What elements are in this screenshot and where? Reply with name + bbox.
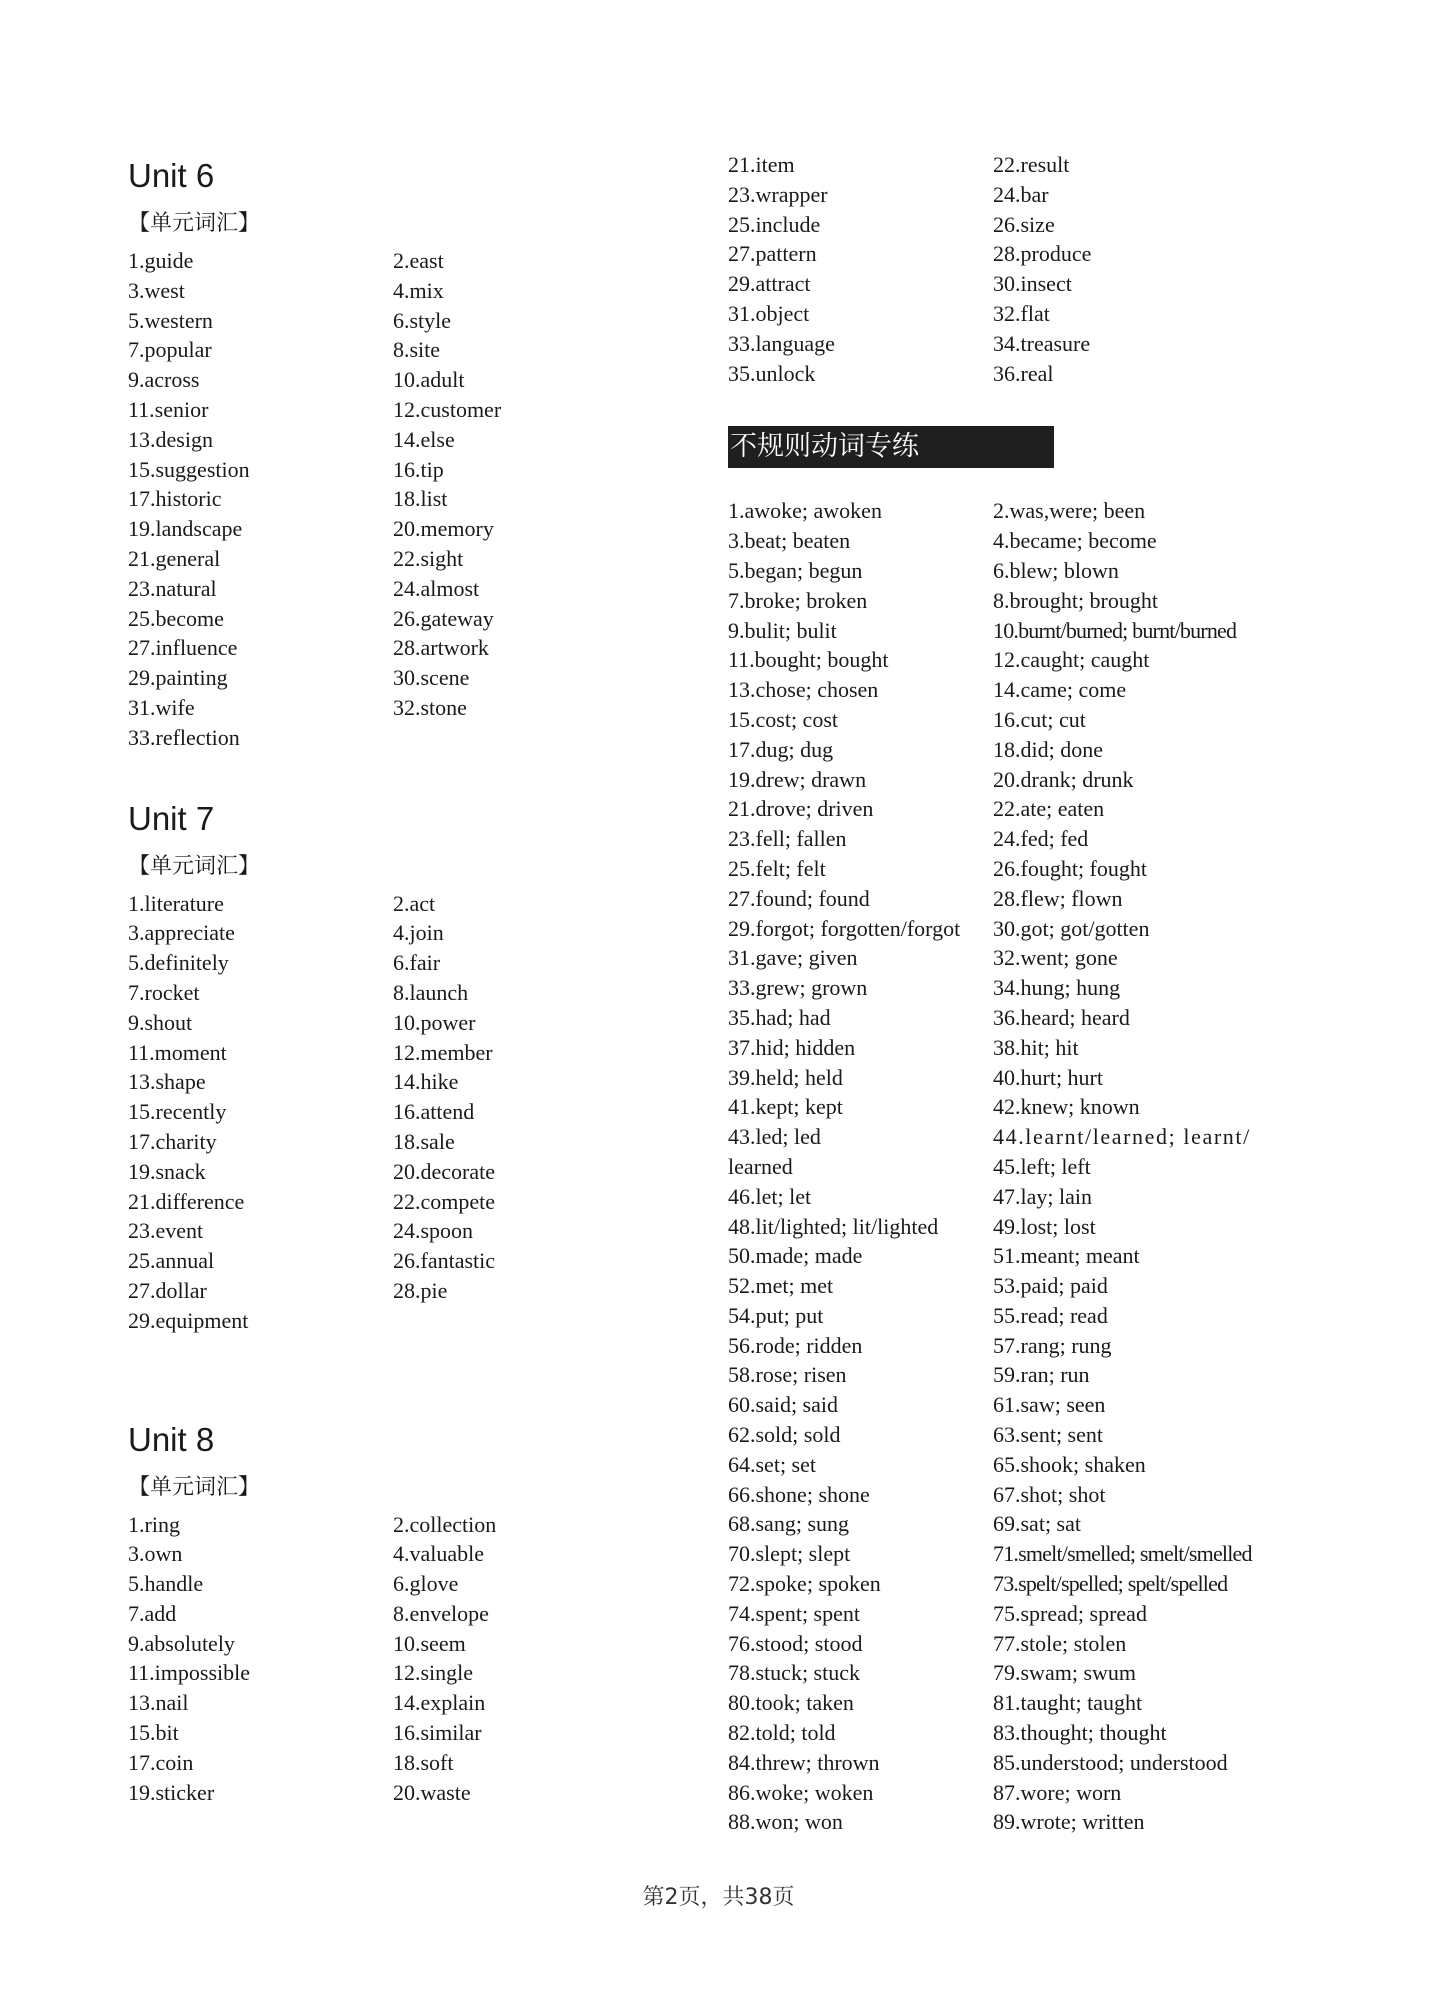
unit7-vocab-header: 【单元词汇】 xyxy=(128,853,261,879)
list-item: 11.senior xyxy=(128,396,209,422)
list-item: 36.real xyxy=(993,360,1054,386)
list-item: 22.ate; eaten xyxy=(993,796,1105,822)
list-item: 8.site xyxy=(393,337,441,363)
list-item: 31.object xyxy=(728,300,810,326)
list-item: 4.mix xyxy=(393,277,444,303)
list-item: 26.gateway xyxy=(393,605,494,631)
list-item: 14.came; come xyxy=(993,677,1127,703)
list-item: 13.nail xyxy=(128,1690,189,1716)
list-item: 2.collection xyxy=(393,1511,497,1537)
list-item: 33.grew; grown xyxy=(728,975,868,1001)
list-item: 43.led; led xyxy=(728,1124,821,1150)
list-item: 23.event xyxy=(128,1218,204,1244)
list-item: 24.fed; fed xyxy=(993,826,1089,852)
list-item: 42.knew; known xyxy=(993,1094,1140,1120)
list-item: 78.stuck; stuck xyxy=(728,1660,860,1686)
list-item: 55.read; read xyxy=(993,1302,1108,1328)
list-item: 47.lay; lain xyxy=(993,1183,1092,1209)
unit8-vocab-header: 【单元词汇】 xyxy=(128,1474,261,1500)
list-item: 39.held; held xyxy=(728,1064,843,1090)
list-item: 26.fantastic xyxy=(393,1248,496,1274)
irregular-verbs-title: 不规则动词专练 xyxy=(728,426,1054,468)
list-item: 15.suggestion xyxy=(128,456,250,482)
list-item: 25.annual xyxy=(128,1248,215,1274)
list-item: 30.scene xyxy=(393,665,470,691)
list-item: 25.become xyxy=(128,605,224,631)
list-item: 7.rocket xyxy=(128,979,200,1005)
list-item: 22.compete xyxy=(393,1188,496,1214)
list-item: 20.waste xyxy=(393,1779,471,1805)
list-item: 24.bar xyxy=(993,181,1049,207)
list-item: 4.join xyxy=(393,920,444,946)
list-item: 36.heard; heard xyxy=(993,1004,1130,1030)
list-item: 79.swam; swum xyxy=(993,1660,1136,1686)
unit6-vocab-header: 【单元词汇】 xyxy=(128,211,261,236)
list-item: 54.put; put xyxy=(728,1302,824,1328)
list-item: 66.shone; shone xyxy=(728,1481,870,1507)
list-item: 75.spread; spread xyxy=(993,1600,1147,1626)
list-item: 87.wore; worn xyxy=(993,1779,1122,1805)
list-item: 86.woke; woken xyxy=(728,1779,874,1805)
list-item: 48.lit/lighted; lit/lighted xyxy=(728,1213,939,1239)
list-item: 53.paid; paid xyxy=(993,1273,1108,1299)
list-item: 46.let; let xyxy=(728,1183,812,1209)
list-item: 83.thought; thought xyxy=(993,1720,1167,1746)
list-item: 50.made; made xyxy=(728,1243,863,1269)
list-item: 27.found; found xyxy=(728,885,870,911)
list-item: 3.own xyxy=(128,1541,183,1567)
list-item: 52.met; met xyxy=(728,1273,834,1299)
list-item: 58.rose; risen xyxy=(728,1362,847,1388)
list-item: 2.act xyxy=(393,890,436,916)
list-item: 10.power xyxy=(393,1009,476,1035)
list-item: 6.glove xyxy=(393,1571,459,1597)
list-item: 16.attend xyxy=(393,1099,475,1125)
list-item: 9.across xyxy=(128,367,200,393)
list-item: 49.lost; lost xyxy=(993,1213,1096,1239)
list-item: 32.flat xyxy=(993,300,1050,326)
list-item: 10.seem xyxy=(393,1630,466,1656)
list-item: 4.valuable xyxy=(393,1541,485,1567)
list-item: 25.include xyxy=(728,211,821,237)
list-item: 32.stone xyxy=(393,694,467,720)
list-item: 56.rode; ridden xyxy=(728,1332,863,1358)
list-item: 88.won; won xyxy=(728,1809,843,1835)
list-item: 61.saw; seen xyxy=(993,1392,1106,1418)
list-item: 60.said; said xyxy=(728,1392,838,1418)
list-item: 10.adult xyxy=(393,367,465,393)
list-item: 9.shout xyxy=(128,1009,193,1035)
list-item: 30.insect xyxy=(993,271,1072,297)
list-item: 22.sight xyxy=(393,545,464,571)
list-item: 76.stood; stood xyxy=(728,1630,863,1656)
list-item: 13.design xyxy=(128,426,213,452)
list-item: 17.dug; dug xyxy=(728,736,834,762)
list-item: 29.equipment xyxy=(128,1307,249,1333)
list-item: 70.slept; slept xyxy=(728,1541,851,1567)
list-item: 51.meant; meant xyxy=(993,1243,1140,1269)
list-item: 26.size xyxy=(993,211,1055,237)
list-item: 9.absolutely xyxy=(128,1630,235,1656)
list-item: 28.artwork xyxy=(393,635,489,661)
list-item: 67.shot; shot xyxy=(993,1481,1106,1507)
list-item: 12.single xyxy=(393,1660,474,1686)
list-item: 11.impossible xyxy=(128,1660,251,1686)
list-item: 84.threw; thrown xyxy=(728,1749,880,1775)
list-item: 16.tip xyxy=(393,456,444,482)
list-item: 27.pattern xyxy=(728,241,817,267)
list-item: 8.brought; brought xyxy=(993,587,1158,613)
unit7-title: Unit 7 xyxy=(128,799,215,837)
list-item: 37.hid; hidden xyxy=(728,1034,856,1060)
list-item: 8.envelope xyxy=(393,1600,489,1626)
list-item: 27.influence xyxy=(128,635,238,661)
list-item: 35.unlock xyxy=(728,360,816,386)
list-item: learned xyxy=(728,1153,793,1179)
list-item: 8.launch xyxy=(393,979,469,1005)
list-item: 82.told; told xyxy=(728,1720,836,1746)
list-item: 59.ran; run xyxy=(993,1362,1090,1388)
list-item: 1.literature xyxy=(128,890,224,916)
list-item: 5.handle xyxy=(128,1571,204,1597)
list-item: 25.felt; felt xyxy=(728,855,826,881)
list-item: 81.taught; taught xyxy=(993,1690,1143,1716)
list-item: 7.popular xyxy=(128,337,212,363)
list-item: 21.difference xyxy=(128,1188,245,1214)
list-item: 32.went; gone xyxy=(993,945,1118,971)
right-column xyxy=(728,150,1348,1837)
list-item: 16.similar xyxy=(393,1720,482,1746)
list-item: 13.chose; chosen xyxy=(728,677,879,703)
list-item: 38.hit; hit xyxy=(993,1034,1079,1060)
list-item: 69.sat; sat xyxy=(993,1511,1081,1537)
list-item: 18.did; done xyxy=(993,736,1103,762)
list-item: 34.treasure xyxy=(993,330,1091,356)
list-item: 5.began; begun xyxy=(728,557,863,583)
unit8-word-list-continued xyxy=(728,150,1348,388)
irregular-verbs-list xyxy=(728,496,1348,1837)
list-item: 2.was,were; been xyxy=(993,498,1146,524)
list-item: 15.cost; cost xyxy=(728,706,838,732)
list-item: 89.wrote; written xyxy=(993,1809,1145,1835)
list-item: 6.fair xyxy=(393,950,441,976)
unit8-word-list xyxy=(128,1510,728,1808)
list-item: 14.hike xyxy=(393,1069,459,1095)
list-item: 30.got; got/gotten xyxy=(993,915,1150,941)
unit6-word-list xyxy=(128,246,728,753)
list-item: 19.snack xyxy=(128,1158,206,1184)
list-item: 12.customer xyxy=(393,396,502,422)
list-item: 12.member xyxy=(393,1039,493,1065)
list-item: 33.language xyxy=(728,330,835,356)
page-number: 第2页，共38页 xyxy=(642,1885,795,1910)
list-item: 26.fought; fought xyxy=(993,855,1147,881)
list-item: 45.left; left xyxy=(993,1153,1091,1179)
list-item: 17.historic xyxy=(128,486,222,512)
list-item: 29.painting xyxy=(128,665,228,691)
list-item: 9.bulit; bulit xyxy=(728,617,837,643)
list-item: 22.result xyxy=(993,152,1070,177)
list-item: 17.charity xyxy=(128,1128,217,1154)
list-item: 10.burnt/burned; burnt/burned xyxy=(993,617,1237,643)
list-item: 12.caught; caught xyxy=(993,647,1150,673)
list-item: 63.sent; sent xyxy=(993,1422,1103,1448)
list-item: 77.stole; stolen xyxy=(993,1630,1127,1656)
list-item: 21.item xyxy=(728,152,795,177)
list-item: 20.drank; drunk xyxy=(993,766,1134,792)
list-item: 34.hung; hung xyxy=(993,975,1121,1001)
list-item: 4.became; become xyxy=(993,528,1157,554)
list-item: 1.guide xyxy=(128,248,194,273)
list-item: 7.add xyxy=(128,1600,177,1626)
unit7-word-list xyxy=(128,889,728,1336)
list-item: 2.east xyxy=(393,248,444,273)
list-item: 27.dollar xyxy=(128,1277,207,1303)
list-item: 28.flew; flown xyxy=(993,885,1123,911)
list-item: 68.sang; sung xyxy=(728,1511,849,1537)
list-item: 44.learnt/learned; learnt/ xyxy=(993,1124,1251,1150)
list-item: 24.almost xyxy=(393,575,480,601)
list-item: 23.fell; fallen xyxy=(728,826,847,852)
list-item: 21.drove; driven xyxy=(728,796,874,822)
list-item: 3.appreciate xyxy=(128,920,235,946)
list-item: 62.sold; sold xyxy=(728,1422,841,1448)
list-item: 57.rang; rung xyxy=(993,1332,1112,1358)
list-item: 23.wrapper xyxy=(728,181,828,207)
list-item: 11.moment xyxy=(128,1039,227,1065)
list-item: 24.spoon xyxy=(393,1218,474,1244)
list-item: 20.decorate xyxy=(393,1158,495,1184)
list-item: 3.beat; beaten xyxy=(728,528,851,554)
list-item: 18.soft xyxy=(393,1749,454,1775)
list-item: 15.bit xyxy=(128,1720,179,1746)
list-item: 23.natural xyxy=(128,575,217,601)
list-item: 40.hurt; hurt xyxy=(993,1064,1103,1090)
list-item: 11.bought; bought xyxy=(728,647,889,673)
list-item: 21.general xyxy=(128,545,221,571)
list-item: 14.else xyxy=(393,426,455,452)
list-item: 73.spelt/spelled; spelt/spelled xyxy=(993,1571,1228,1597)
list-item: 28.produce xyxy=(993,241,1092,267)
list-item: 14.explain xyxy=(393,1690,486,1716)
list-item: 18.list xyxy=(393,486,448,512)
list-item: 5.western xyxy=(128,307,213,333)
list-item: 20.memory xyxy=(393,516,494,542)
list-item: 1.awoke; awoken xyxy=(728,498,882,524)
list-item: 33.reflection xyxy=(128,724,240,750)
list-item: 31.gave; given xyxy=(728,945,858,971)
list-item: 65.shook; shaken xyxy=(993,1451,1146,1477)
list-item: 71.smelt/smelled; smelt/smelled xyxy=(993,1541,1252,1567)
list-item: 41.kept; kept xyxy=(728,1094,843,1120)
list-item: 6.blew; blown xyxy=(993,557,1119,583)
list-item: 18.sale xyxy=(393,1128,455,1154)
list-item: 6.style xyxy=(393,307,452,333)
list-item: 31.wife xyxy=(128,694,195,720)
list-item: 7.broke; broken xyxy=(728,587,868,613)
list-item: 19.sticker xyxy=(128,1779,215,1805)
list-item: 16.cut; cut xyxy=(993,706,1086,732)
list-item: 72.spoke; spoken xyxy=(728,1571,881,1597)
list-item: 3.west xyxy=(128,277,185,303)
list-item: 64.set; set xyxy=(728,1451,816,1477)
list-item: 17.coin xyxy=(128,1749,194,1775)
list-item: 13.shape xyxy=(128,1069,206,1095)
list-item: 5.definitely xyxy=(128,950,229,976)
list-item: 1.ring xyxy=(128,1511,180,1537)
list-item: 19.landscape xyxy=(128,516,243,542)
list-item: 29.attract xyxy=(728,271,811,297)
unit8-title: Unit 8 xyxy=(128,1420,215,1458)
list-item: 15.recently xyxy=(128,1099,227,1125)
left-column xyxy=(128,150,728,1807)
list-item: 74.spent; spent xyxy=(728,1600,860,1626)
list-item: 35.had; had xyxy=(728,1004,831,1030)
list-item: 85.understood; understood xyxy=(993,1749,1228,1775)
list-item: 80.took; taken xyxy=(728,1690,854,1716)
list-item: 29.forgot; forgotten/forgot xyxy=(728,915,961,941)
list-item: 28.pie xyxy=(393,1277,448,1303)
unit6-title: Unit 6 xyxy=(128,157,215,194)
list-item: 19.drew; drawn xyxy=(728,766,867,792)
